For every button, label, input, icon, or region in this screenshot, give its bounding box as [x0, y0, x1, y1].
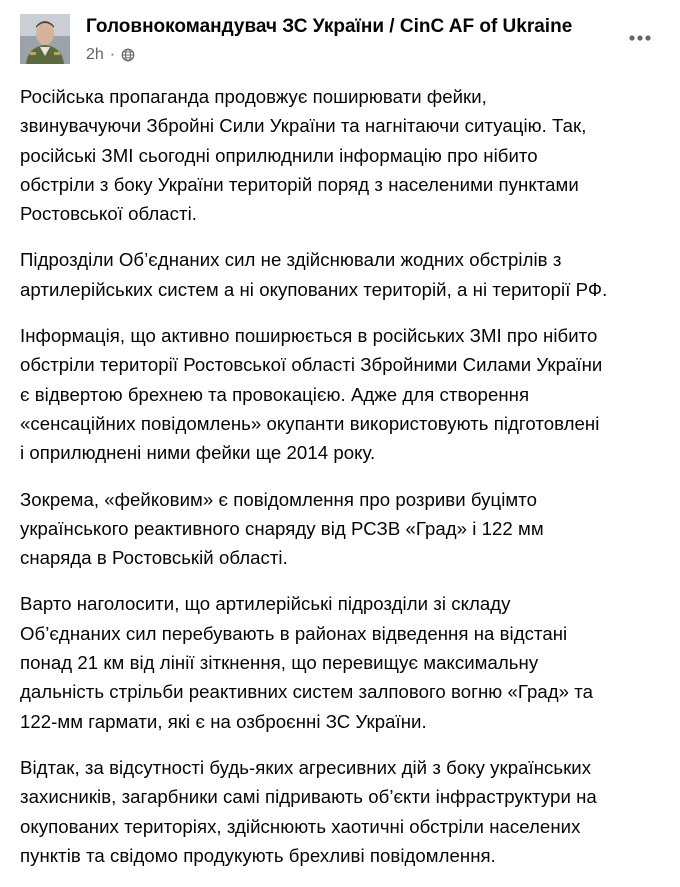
post-meta [86, 46, 135, 64]
post-timestamp[interactable]: 2h [86, 46, 104, 63]
post-paragraph: Підрозділи Об’єднаних сил не здійснювали жодних обстрілів з артилерійських систем а ні окупованих територій, а ні території РФ. [20, 249, 608, 300]
post-paragraph: Російська пропаганда продовжує поширювати фейки, звинувачуючи Збройні Сили України та нагнітаючи ситуацію. Так, російські ЗМІ сьогодні оприлюднили інформацію про нібито обстріли з боку України територій поряд з населеними пунктами Ростовської області. [20, 86, 587, 225]
avatar[interactable] [20, 14, 70, 64]
globe-icon[interactable] [121, 48, 135, 62]
post-header [20, 10, 660, 74]
post-paragraph: Інформація, що активно поширюється в російських ЗМІ про нібито обстріли території Ростовської області Збройними Силами України є відвертою брехнею та провокацією. Адже для створення «сенсаційних повідомлень» окупанти використовують підготовлені і оприлюднені ними фейки ще 2014 року. [20, 325, 603, 464]
post-paragraph: Зокрема, «фейковим» є повідомлення про розриви буцімто українського реактивного снаряду від РСЗВ «Град» і 122 мм снаряда в Ростовській області. [20, 488, 544, 569]
post-paragraph: Відтак, за відсутності будь-яких агресивних дій з боку українських захисників, загарбники самі підривають об’єкти інфраструктури на окупованих територіях, здійснюють хаотичні обстріли населених пунктів та свідомо продукують брехливі повідомлення. [20, 756, 597, 866]
more-horizontal-icon[interactable] [622, 24, 658, 52]
post-paragraph: Варто наголосити, що артилерійські підрозділи зі складу Об’єднаних сил перебувають в районах відведення на відстані понад 21 км від лінії зіткнення, що перевищує максимальну дальність стрільби реактивних систем залпового вогню «Град» та 122-мм гармати, які є на озброєнні ЗС України. [20, 593, 593, 732]
post-author-name[interactable]: Головнокомандувач ЗС України / CinC AF of Ukraine [86, 16, 573, 37]
meta-separator: · [109, 46, 116, 63]
post-text [20, 82, 668, 887]
